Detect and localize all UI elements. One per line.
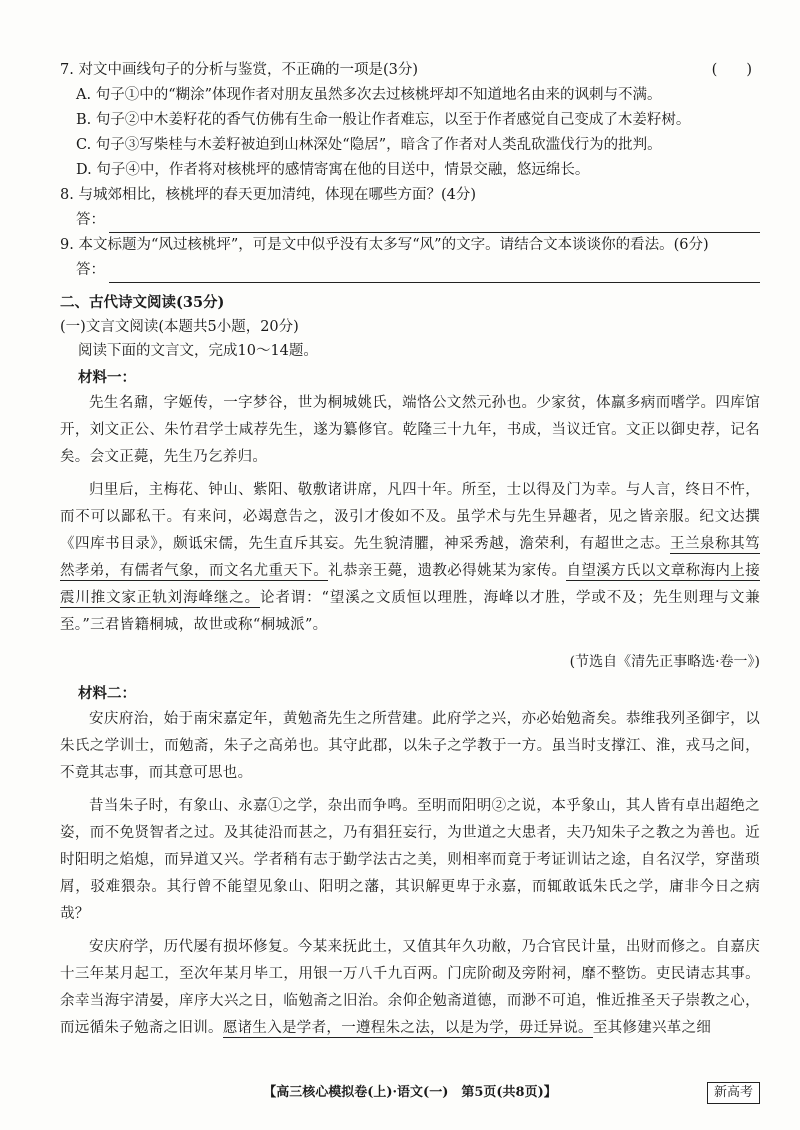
material-1-title: 材料一：: [78, 369, 136, 386]
text-run: 礼恭亲王薨，遗教必得姚某为家传。: [328, 563, 567, 579]
footer-page-info: 【高三核心模拟卷(上)·语文(一) 第5页(共8页)】: [263, 1085, 557, 1100]
material-1-paragraph: 先生名鼐，字姬传，一字梦谷，世为桐城姚氏，端恪公文然元孙也。少家贫，体羸多病而嗜学。四库馆开，刘文正公、朱竹君学士咸荐先生，遂为纂修官。乾隆三十九年，书成，当议迁官。文正以御史荐，记名矣。会文正薨，先生乃乞养归。: [60, 395, 760, 465]
underlined-sentence: 自望溪方氏以文章称海内上接震川推文家正轨刘海峰继之。: [60, 563, 760, 606]
section-2-title: 二、古代诗文阅读(35分): [60, 294, 225, 311]
question-8-stem: 8. 与城郊相比，核桃坪的春天更加清纯，体现在哪些方面？(4分): [60, 187, 476, 203]
text-run: 至其修建兴革之细: [592, 1020, 712, 1036]
material-2-paragraph: 安庆府治，始于南宋嘉定年，黄勉斋先生之所营建。此府学之兴，亦必始勉斋矣。恭维我列圣御宇，以朱氏之学训士，而勉斋，朱子之高弟也。其守此郡，以朱子之学教于一方。虽当时支撑江、淮，戎马之间，不竟其志事，而其意可思也。: [60, 711, 760, 781]
question-9-stem: 9. 本文标题为“风过核桃坪”，可是文中似乎没有太多写“风”的文字。请结合文本谈谈你的看法。(6分): [60, 237, 709, 253]
underlined-sentence: 愿诸生入是学者，一遵程朱之法，以是为学，毋迁异说。: [222, 1020, 593, 1036]
option-d: D. 句子④中，作者将对核桃坪的感情寄寓在他的目送中，情景交融，悠远绵长。: [76, 162, 590, 178]
source-citation: (节选自《清先正事略选·卷一》): [569, 654, 760, 670]
answer-bracket: ( ): [711, 62, 752, 78]
question-7: [60, 58, 760, 83]
material-2-title: 材料二：: [78, 685, 136, 702]
question-7-stem: 7. 对文中画线句子的分析与鉴赏，不正确的一项是(3分): [60, 62, 418, 78]
answer-label: 答：: [76, 262, 105, 278]
page-footer: [60, 1082, 760, 1104]
answer-line: [109, 264, 760, 283]
option-c: C. 句子③写柴桂与木姜籽被迫到山林深处“隐居”，暗含了作者对人类乱砍滥伐行为的批判。: [76, 137, 662, 153]
text-run: 安庆府学，历代屡有损坏修复。今某来抚此土，又值其年久功敝，乃合官民计量，出财而修之。自嘉庆十三年某月起工，至次年某月毕工，用银一万八千九百两。门庑阶砌及旁附祠，靡不整饬。吏民请志其事。余幸当海宇清晏，庠序大兴之日，临勉斋之旧治。余仰企勉斋道德，而渺不可追，惟近推圣天子崇教之心，而远循朱子勉斋之旧训。: [60, 939, 760, 1036]
exam-page: [60, 58, 760, 1042]
option-b: B. 句子②中木姜籽花的香气仿佛有生命一般让作者难忘，以至于作者感觉自己变成了木姜籽树。: [76, 112, 691, 128]
material-2-paragraph: 昔当朱子时，有象山、永嘉①之学，杂出而争鸣。至明而阳明②之说，本乎象山，其人皆有卓出超绝之姿，而不免贤智者之过。及其徒沿而甚之，乃有猖狂妄行，为世道之大患者，夫乃知朱子之教之为善也。近时阳明之焰熄，而异道又兴。学者稍有志于勤学法古之美，则相率而竟于考证训诂之途，自名汉学，穿凿琐屑，驳难猥杂。其行曾不能望见象山、阳明之藩，其识解更卑于永嘉，而辄敢诋朱氏之学，庸非今日之病哉？: [60, 798, 760, 922]
material-2-paragraph: [60, 934, 760, 1042]
text-run: 归里后，主梅花、钟山、紫阳、敬敷诸讲席，凡四十年。所至，士以得及门为幸。与人言，终日不忤，而不可以鄙私干。有来问，必竭意告之，汲引才俊如不及。虽学术与先生异趣者，见之皆亲服。纪文达撰《四库书目录》，颇诋宋儒，先生直斥其妄。先生貌清臞，神采秀越，澹荣利，有超世之志。: [60, 482, 760, 552]
subsection-title: (一)文言文阅读(本题共5小题，20分): [60, 319, 299, 335]
text-run: 论者谓：“望溪之文质恒以理胜，海峰以才胜，学或不及；先生则理与文兼至。”三君皆籍桐城，故世或称“桐城派”。: [60, 590, 760, 633]
question-9-answer: [60, 258, 760, 283]
exam-type-badge: 新高考: [707, 1082, 760, 1104]
answer-line: [109, 214, 760, 233]
answer-label: 答：: [76, 212, 105, 228]
underlined-sentence: 王兰泉称其笃然孝弟，有儒者气象，而文名尤重天下。: [60, 536, 760, 579]
reading-instruction: 阅读下面的文言文，完成10～14题。: [78, 343, 318, 359]
option-a: A. 句子①中的“糊涂”体现作者对朋友虽然多次去过核桃坪却不知道地名由来的讽刺与不满。: [76, 87, 662, 103]
question-8-answer: [60, 208, 760, 233]
material-1-paragraph: [60, 477, 760, 639]
